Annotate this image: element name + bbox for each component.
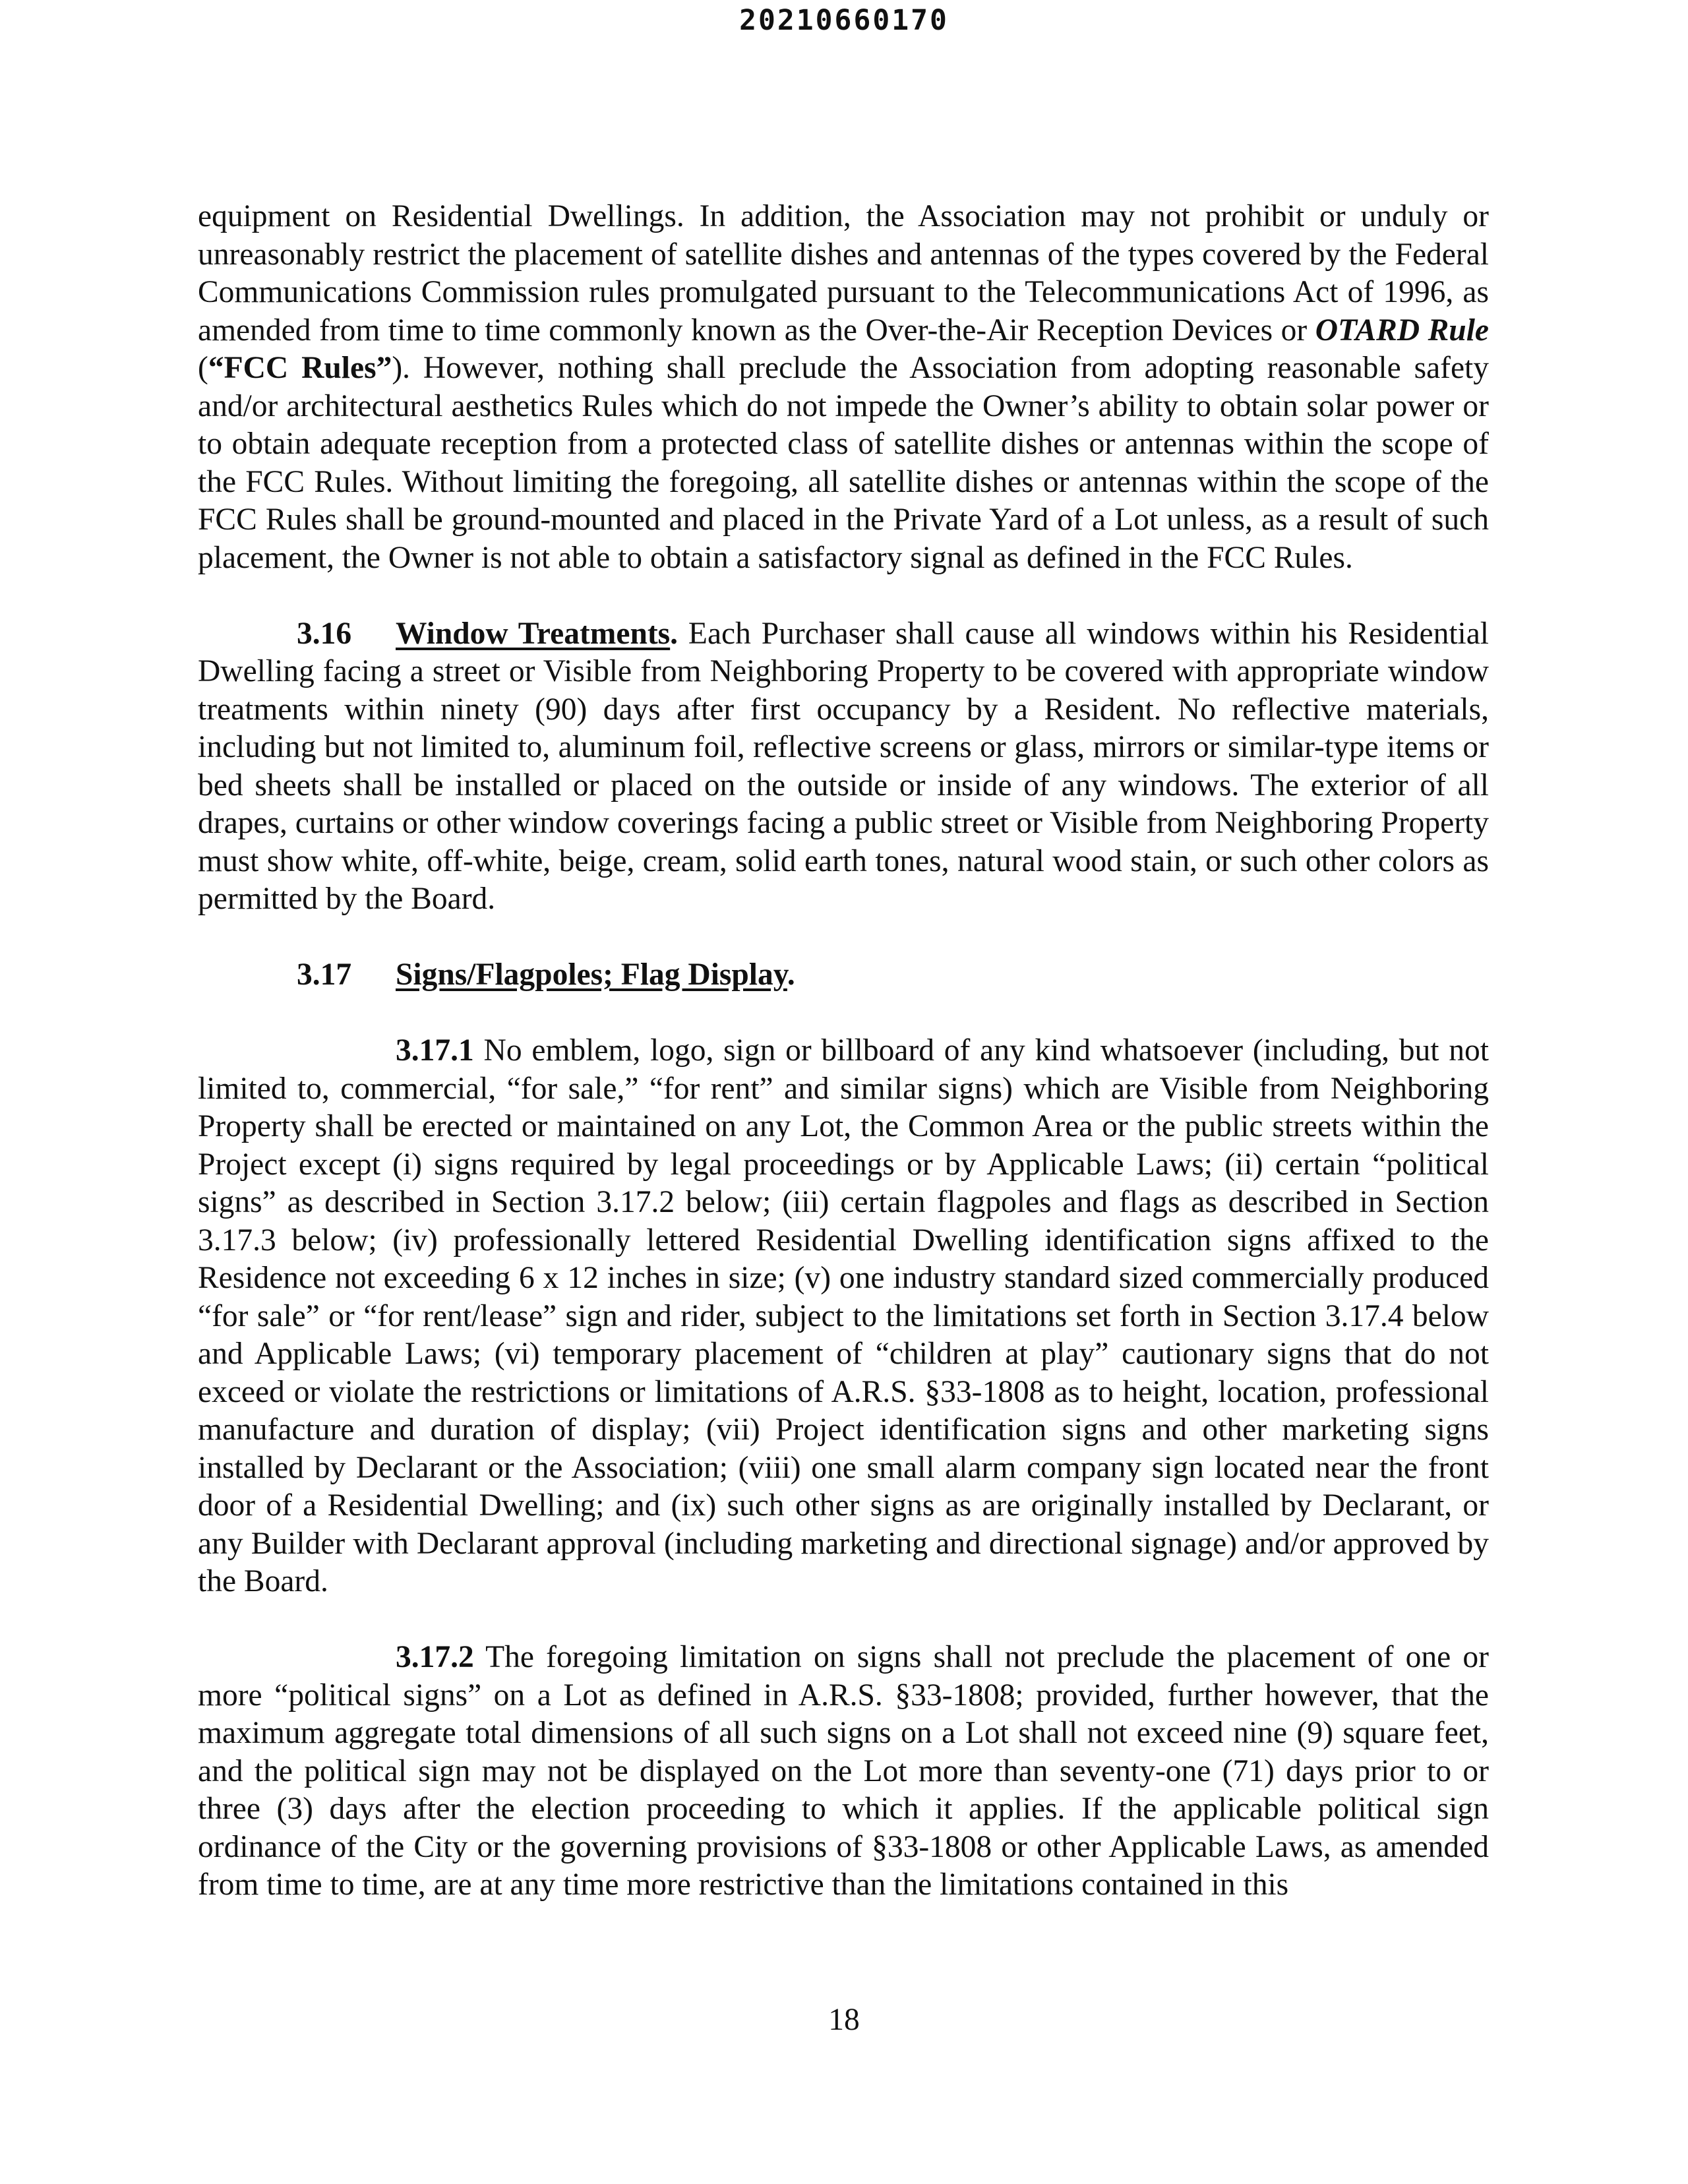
section-3-16-title-end: . [670, 616, 678, 651]
fcc-rules-defined-term: “FCC Rules” [208, 351, 392, 385]
section-3-16-body: Each Purchaser shall cause all windows within his Residential Dwelling facing a street or Visible from Neighboring Property to be covered with appropriate window treatments within ninety (90) days after first occupancy by a Resident. No reflective materials, including but not limited to, aluminum foil, reflective screens or glass, mirrors or similar-type items or bed sheets shall be installed or placed on the outside or inside of any windows. The exterior of all drapes, curtains or other window coverings facing a public street or Visible from Neighboring Property must show white, off-white, beige, cream, solid earth tones, natural wood stain, or such other colors as permitted by the Board. [198, 616, 1489, 916]
intro-text-1: equipment on Residential Dwellings. In addition, the Association may not prohibit or unduly or unreasonably restrict the placement of satellite dishes and antennas of the types covered by the Federal Communications Commission rules promulgated pursuant to the Telecommunications Act of 1996, as amended from time to time commonly known as the Over-the-Air Reception Devices or [198, 199, 1489, 348]
section-3-17-2-paragraph [198, 1639, 1489, 1904]
section-3-17-number: 3.17 [297, 957, 352, 992]
intro-text-3: ). However, nothing shall preclude the Association from adopting reasonable safety and/or architectural aesthetics Rules which do not impede the Owner’s ability to obtain solar power or to obtain adequate reception from a protected class of satellite dishes or antennas within the scope of the FCC Rules. Without limiting the foregoing, all satellite dishes or antennas within the scope of the FCC Rules shall be ground-mounted and placed in the Private Yard of a Lot unless, as a result of such placement, the Owner is not able to obtain a satisfactory signal as defined in the FCC Rules. [198, 351, 1490, 575]
section-3-16-paragraph [198, 615, 1489, 919]
section-3-17-2-body: The foregoing limitation on signs shall not preclude the placement of one or more “political signs” on a Lot as defined in A.R.S. §33-1808; provided, further however, that the maximum aggregate total dimensions of all such signs on a Lot shall not exceed nine (9) square feet, and the political sign may not be displayed on the Lot more than seventy-one (71) days prior to or three (3) days after the election proceeding to which it applies. If the applicable political sign ordinance of the City or the governing provisions of §33-1808 or other Applicable Laws, as amended from time to time, are at any time more restrictive than the limitations contained in this [198, 1640, 1489, 1902]
page-body [198, 198, 1489, 1904]
section-3-17-title: Signs/Flagpoles; Flag Display [396, 957, 787, 992]
paragraph-spacer [198, 577, 1489, 615]
intro-paragraph [198, 198, 1489, 577]
document-number: 20210660170 [739, 4, 949, 37]
otard-rule-emphasis: OTARD Rule [1315, 313, 1489, 348]
section-3-16-title: Window Treatments [396, 616, 671, 651]
section-3-17-1-body: No emblem, logo, sign or billboard of any kind whatsoever (including, but not limited to, commercial, “for sale,” “for rent” and similar signs) which are Visible from Neighboring Property shall be erected or maintained on any Lot, the Common Area or the public streets within the Project except (i) signs required by legal proceedings or by Applicable Laws; (ii) certain “political signs” as described in Section 3.17.2 below; (iii) certain flagpoles and flags as described in Section 3.17.3 below; (iv) professionally lettered Residential Dwelling identification signs affixed to the Residence not exceeding 6 x 12 inches in size; (v) one industry standard sized commercially produced “for sale” or “for rent/lease” sign and rider, subject to the limitations set forth in Section 3.17.4 below and Applicable Laws; (vi) temporary placement of “children at play” cautionary signs that do not exceed or violate the restrictions or limitations of A.R.S. §33-1808 as to height, location, professional manufacture and duration of display; (vii) Project identification signs and other marketing signs installed by Declarant or the Association; (viii) one small alarm company sign located near the front door of a Residential Dwelling; and (ix) such other signs as are originally installed by Declarant, or any Builder with Declarant approval (including marketing and directional signage) and/or approved by the Board. [198, 1033, 1489, 1598]
intro-text-2: ( [198, 351, 208, 385]
section-3-17-heading [198, 956, 1489, 994]
section-3-17-title-end: . [787, 957, 795, 992]
paragraph-spacer [198, 994, 1489, 1033]
section-3-16-number: 3.16 [297, 616, 352, 651]
section-3-17-1-paragraph [198, 1032, 1489, 1601]
section-3-17-1-number: 3.17.1 [396, 1033, 474, 1068]
page-number: 18 [828, 2003, 860, 2037]
paragraph-spacer [198, 1601, 1489, 1639]
paragraph-spacer [198, 919, 1489, 957]
section-3-17-2-number: 3.17.2 [396, 1640, 474, 1674]
